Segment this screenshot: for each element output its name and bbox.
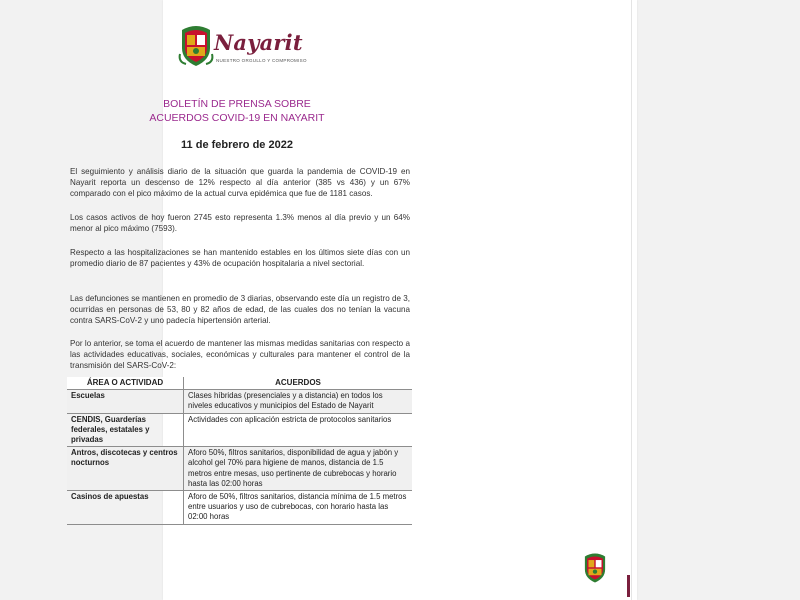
- bulletin-date: 11 de febrero de 2022: [181, 139, 293, 151]
- nayarit-shield-icon: [582, 552, 608, 584]
- table-header-row: [67, 377, 412, 390]
- paragraph-summary: El seguimiento y análisis diario de la situación que guarda la pandemia de COVID-19 en Nayarit reporta un descenso de 12% respecto al día anterior (385 vs 436) y un 67% comparado con el pico máximo de la actual curva epidémica que fue de 1181 casos.: [70, 167, 410, 199]
- header-logo: [178, 24, 307, 76]
- paragraph-active-cases: Los casos activos de hoy fueron 2745 esto representa 1.3% menos al día previo y un 64% menor al pico máximo (7593).: [70, 213, 410, 234]
- row-area: Casinos de apuestas: [67, 491, 184, 525]
- table-row: [67, 390, 412, 413]
- row-acuerdo: Aforo 50%, filtros sanitarios, disponibilidad de agua y jabón y alcohol gel 70% para higiene de manos, distancia de 1.5 metros entre mesas, uso pertinente de cubrebocas y horario hasta las 02:00 horas: [184, 447, 413, 491]
- page-title: [0, 97, 474, 125]
- page-edge: [631, 0, 637, 600]
- paragraph-deaths: Las defunciones se mantienen en promedio de 3 diarias, observando este día un registro de 3, ocurridas en personas de 53, 80 y 82 años de edad, de las cuales dos no tenían la vacuna contra SARS-CoV-2 y uno padecía hipertensión arterial.: [70, 294, 410, 326]
- footer-accent-bar: [627, 575, 630, 597]
- row-acuerdo: Clases híbridas (presenciales y a distancia) en todos los niveles educativos y municipios del Estado de Nayarit: [184, 390, 413, 413]
- paragraph-hospitalizations: Respecto a las hospitalizaciones se han mantenido estables en los últimos siete días con un promedio diario de 87 pacientes y 43% de ocupación hospitalaria a nivel sectorial.: [70, 248, 410, 269]
- paragraph-measures: Por lo anterior, se toma el acuerdo de mantener las mismas medidas sanitarias con respecto a las actividades educativas, sociales, económicas y culturales para mantener el control de la transmisión del SARS-CoV-2:: [70, 339, 410, 371]
- header-area: ÁREA O ACTIVIDAD: [67, 377, 184, 390]
- header-acuerdos: ACUERDOS: [184, 377, 413, 390]
- title-line-2: ACUERDOS COVID-19 EN NAYARIT: [149, 112, 325, 124]
- row-acuerdo: Actividades con aplicación estricta de protocolos sanitarios: [184, 413, 413, 447]
- table-row: [67, 447, 412, 491]
- measures-table: [67, 377, 412, 525]
- brand-slogan: NUESTRO ORGULLO Y COMPROMISO: [216, 58, 307, 63]
- table-row: [67, 491, 412, 525]
- title-line-1: BOLETÍN DE PRENSA SOBRE: [163, 98, 311, 110]
- row-area: CENDIS, Guarderías federales, estatales y privadas: [67, 413, 184, 447]
- row-acuerdo: Aforo de 50%, filtros sanitarios, distancia mínima de 1.5 metros entre usuarios y uso de cubrebocas, con horario hasta las 02:00 horas: [184, 491, 413, 525]
- nayarit-shield-icon: [178, 24, 214, 68]
- row-area: Antros, discotecas y centros nocturnos: [67, 447, 184, 491]
- brand-name: Nayarit: [214, 30, 303, 55]
- table-row: [67, 413, 412, 447]
- row-area: Escuelas: [67, 390, 184, 413]
